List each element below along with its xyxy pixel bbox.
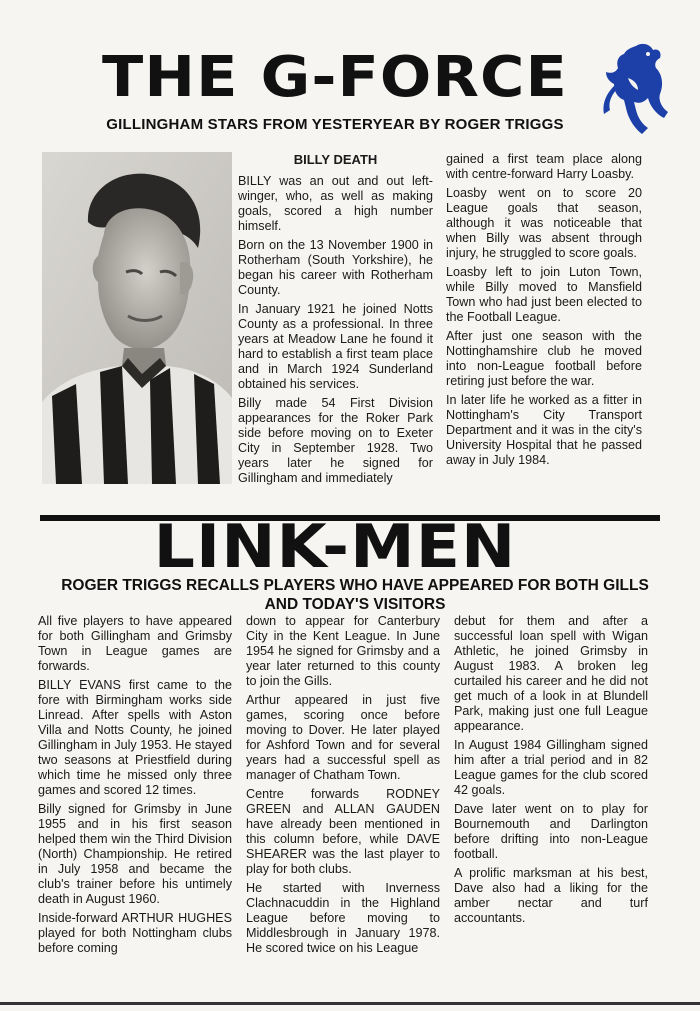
paragraph: After just one season with the Nottinghamshire club he moved into non-League football before retiring just before the war.	[446, 329, 642, 388]
paragraph: Billy made 54 First Division appearances for the Roker Park side before moving on to Exeter City in September 1928. Two years later he signed for Gillingham and immediately	[238, 396, 433, 485]
paragraph: All five players to have appeared for both Gillingham and Grimsby Town in League games are forwards.	[38, 614, 232, 673]
paragraph: A prolific marksman at his best, Dave also had a liking for the amber nectar and turf accountants.	[454, 866, 648, 925]
billy-death-column-2	[446, 152, 642, 472]
section-subtitle: ROGER TRIGGS RECALLS PLAYERS WHO HAVE APPEARED FOR BOTH GILLS AND TODAY'S VISITORS	[61, 577, 649, 613]
paragraph: In January 1921 he joined Notts County as a professional. In three years at Meadow Lane he found it hard to establish a first team place and in March 1924 Sunderland obtained his services.	[238, 302, 433, 391]
link-men-column-3	[454, 614, 648, 930]
bottom-edge	[0, 1002, 700, 1005]
billy-death-column-1	[238, 152, 433, 490]
page-subtitle: GILLINGHAM STARS FROM YESTERYEAR BY ROGER TRIGGS	[106, 116, 564, 133]
link-men-column-2	[246, 614, 440, 960]
section-title: LINK-MEN	[153, 512, 517, 582]
rearing-horse-crest-icon	[598, 38, 676, 138]
paragraph: Billy signed for Grimsby in June 1955 and in his first season helped them win the Third Division (North) Championship. He retired in July 1958 and became the club's trainer before his untimely death in August 1960.	[38, 802, 232, 906]
paragraph: Born on the 13 November 1900 in Rotherham (South Yorkshire), he began his career with Rotherham County.	[238, 238, 433, 297]
link-men-column-1	[38, 614, 232, 960]
paragraph: gained a first team place along with centre-forward Harry Loasby.	[446, 152, 642, 181]
paragraph: Loasby went on to score 20 League goals that season, although it was noticeable that when Billy was absent through injury, he struggled to score goals.	[446, 186, 642, 260]
paragraph: Dave later went on to play for Bournemouth and Darlington before drifting into non-League football.	[454, 802, 648, 861]
paragraph: He started with Inverness Clachnacuddin in the Highland League before moving to Middlesbrough in January 1978. He scored twice on his League	[246, 881, 440, 955]
paragraph: Inside-forward ARTHUR HUGHES played for both Nottingham clubs before coming	[38, 911, 232, 955]
paragraph: down to appear for Canterbury City in the Kent League. In June 1954 he signed for Grimsby and a year later returned to this county to join the Gills.	[246, 614, 440, 688]
paragraph: Loasby left to join Luton Town, while Billy moved to Mansfield Town who had just been elected to the Football League.	[446, 265, 642, 324]
paragraph: BILLY EVANS first came to the fore with Birmingham works side Linread. After spells with Aston Villa and Notts County, he joined Gillingham in July 1953. He stayed two seasons at Priestfield during which time he missed only three games and scored 12 times.	[38, 678, 232, 797]
paragraph: Arthur appeared in just five games, scoring once before moving to Dover. He later played for Ashford Town and for several years had a successful spell as manager of Chatham Town.	[246, 693, 440, 782]
paragraph: In later life he worked as a fitter in Nottingham's City Transport Department and it was in the city's University Hospital that he passed away in July 1984.	[446, 393, 642, 467]
article-heading: BILLY DEATH	[293, 152, 378, 167]
paragraph: In August 1984 Gillingham signed him after a trial period and in 82 League games for the club scored 42 goals.	[454, 738, 648, 797]
paragraph: BILLY was an out and out left-winger, who, as well as making goals, scored a high number himself.	[238, 174, 433, 233]
page-title: THE G-FORCE	[102, 45, 568, 110]
player-portrait-photo	[42, 152, 232, 484]
paragraph: Centre forwards RODNEY GREEN and ALLAN GAUDEN have already been mentioned in this column before, while DAVE SHEARER was the last player to play for both clubs.	[246, 787, 440, 876]
paragraph: debut for them and after a successful loan spell with Wigan Athletic, he joined Grimsby in August 1983. A broken leg curtailed his career and he did not get much of a look in at Blundell Park, making just one full League appearance.	[454, 614, 648, 733]
